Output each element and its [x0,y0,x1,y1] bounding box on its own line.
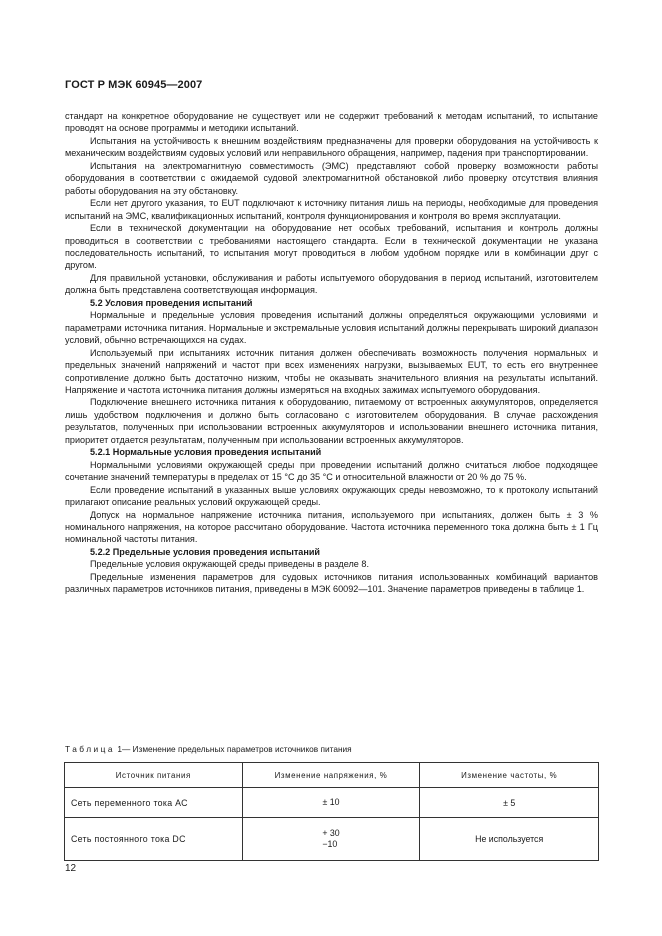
paragraph: Если проведение испытаний в указанных выше условиях окружающих среды невозможно, то к протоколу испытаний прилагают описание реальных условий окружающей среды. [65,484,598,508]
table-caption-label: Таблица [65,744,116,754]
cell-source: Сеть переменного тока АС [65,788,243,818]
cell-voltage-value: + 30 [322,828,340,838]
parameters-table [64,762,599,861]
section-heading: 5.2.2 Предельные условия проведения испытаний [90,546,321,557]
paragraph: Подключение внешнего источника питания к оборудованию, питаемому от встроенных аккумуляторов, определяется лишь удобством подключения и должно быть согласовано с изготовителем оборудования. В случае расхождения результатов, полученных при использовании встроенных аккумуляторов и использовании внешнего источника питания, приоритет отдается результатам, полученным при использовании встроенных аккумуляторов. [65,397,598,445]
cell-voltage-value: ± 10 [322,797,340,807]
paragraph: Предельные условия окружающей среды приведены в разделе 8. [90,559,369,570]
paragraph: Для правильной установки, обслуживания и работы испытуемого оборудования в период испытаний, изготовителем должна быть представлена соответствующая информация. [65,272,598,296]
cell-source: Сеть постоянного тока DC [65,818,243,861]
paragraph: Испытания на электромагнитную совместимость (ЭМС) представляют собой проверку возможности работы оборудования в соответствии с ожидаемой судовой электромагнитной обстановкой либо проверку отсутствия влияния работы оборудования на эту обстановку. [65,160,598,196]
body-text [65,110,598,596]
table-caption [65,744,352,754]
paragraph: Если в технической документации на оборудование нет особых требований, испытания и контроль должны проводиться в соответствии с требованиями настоящего стандарта. Если в технической документации не указана последовательность испытаний, то испытания могут проводиться в любом удобном порядке или в комбинации друг с другом. [65,223,598,271]
cell-voltage [242,788,420,818]
document-header: ГОСТ Р МЭК 60945—2007 [65,79,203,91]
cell-voltage-value: −10 [322,839,338,849]
paragraph: Если нет другого указания, то EUT подключают к источнику питания лишь на периоды, необходимые для проведения испытаний на ЭМС, квалификационных испытаний, контроля функционирования и контроля во время эксплуатации. [65,198,598,221]
column-header-frequency: Изменение частоты, % [420,763,599,788]
section-heading: 5.2 Условия проведения испытаний [90,297,253,308]
paragraph: Нормальными условиями окружающей среды при проведении испытаний должно считаться любое подходящее сочетание значений температуры в пределах от 15 °С до 35 °С и относительной влажности от 20 % до 75 %. [65,459,598,483]
cell-frequency: Не используется [420,818,599,861]
table-header-row [65,763,599,788]
cell-voltage [242,818,420,861]
paragraph: стандарт на конкретное оборудование не существует или не содержит требований к методам испытаний, то испытание проводят на основе программы и методики испытаний. [65,111,598,134]
paragraph: Предельные изменения параметров для судовых источников питания использованных комбинаций вариантов различных параметров источников питания, приведены в МЭК 60092—101. Значение параметров приведены в таблице 1. [65,571,598,595]
column-header-voltage: Изменение напряжения, % [242,763,420,788]
column-header-source: Источник питания [65,763,243,788]
paragraph: Нормальные и предельные условия проведения испытаний должны определяться окружающими условиями и параметрами источника питания. Нормальные и экстремальные условия испытаний должны перекрывать широкий диапазон условий, обычно встречающихся на судах. [65,310,598,346]
cell-frequency: ± 5 [420,788,599,818]
page-number: 12 [65,863,77,874]
section-heading: 5.2.1 Нормальные условия проведения испытаний [90,447,322,458]
paragraph: Используемый при испытаниях источник питания должен обеспечивать возможность получения нормальных и предельных значений напряжений и частот при всех изменениях нагрузки, вызываемых EUT, то есть его внутреннее сопротивление должно быть достаточно низким, чтобы не оказывать значительного влияния на результаты испытаний. Напряжение и частота источника питания должны измеряться на входных зажимах испытуемого оборудования. [65,347,598,395]
table-row [65,818,599,861]
paragraph: Испытания на устойчивость к внешним воздействиям предназначены для проверки оборудования на устойчивость к механическим воздействиям судовых условий или неправильного обращения, например, падения при транспортировании. [65,135,598,159]
table-caption-text: 1— Изменение предельных параметров источников питания [117,744,352,754]
paragraph: Допуск на нормальное напряжение источника питания, используемого при испытаниях, должен быть ± 3 % номинального напряжения, на которое рассчитано оборудование. Частота источника переменного тока должна быть ± 1 Гц номинальной частоты питания. [65,509,598,545]
table-row [65,788,599,818]
